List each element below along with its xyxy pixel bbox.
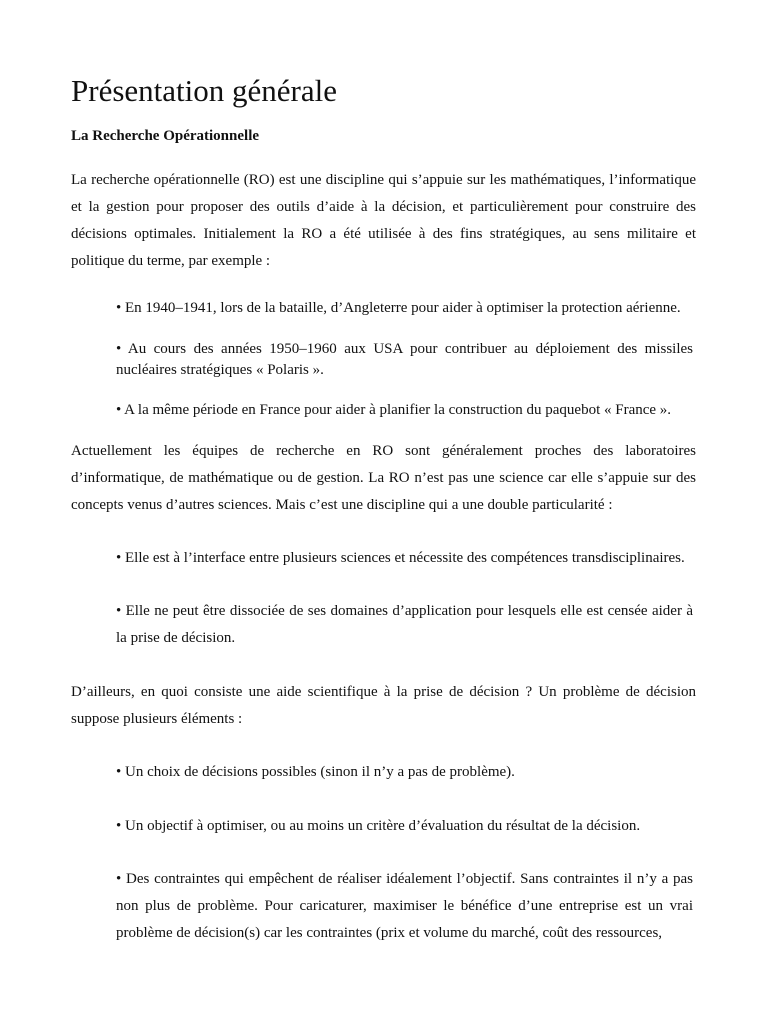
example-item: • A la même période en France pour aider à planifier la construction du paquebot « France ». <box>116 402 672 418</box>
question-paragraph: D’ailleurs, en quoi consiste une aide scientifique à la prise de décision ? Un problème de décision suppose plusieurs éléments : <box>71 684 696 727</box>
example-item: • Au cours des années 1950–1960 aux USA pour contribuer au déploiement des missiles nucléaires stratégiques « Polaris ». <box>116 341 693 378</box>
particularity-item: • Elle ne peut être dissociée de ses domaines d’application pour lesquels elle est censée aider à la prise de décision. <box>116 603 693 646</box>
section-subtitle: La Recherche Opérationnelle <box>71 128 260 144</box>
intro-paragraph: La recherche opérationnelle (RO) est une discipline qui s’appuie sur les mathématiques, l’informatique et la gestion pour proposer des outils d’aide à la décision, et particulièrement pour construire des décisions optimales. Initialement la RO a été utilisée à des fins stratégiques, au sens militaire et politique du terme, par exemple : <box>71 172 696 269</box>
page-title: Présentation générale <box>71 73 337 108</box>
decision-element-item: • Un objectif à optimiser, ou au moins un critère d’évaluation du résultat de la décision. <box>116 818 641 834</box>
example-item: • En 1940–1941, lors de la bataille, d’Angleterre pour aider à optimiser la protection aérienne. <box>116 300 681 316</box>
decision-element-item: • Un choix de décisions possibles (sinon il n’y a pas de problème). <box>116 764 515 780</box>
particularity-item: • Elle est à l’interface entre plusieurs sciences et nécessite des compétences transdisciplinaires. <box>116 550 685 566</box>
context-paragraph: Actuellement les équipes de recherche en RO sont généralement proches des laboratoires d’informatique, de mathématique ou de gestion. La RO n’est pas une science car elle s’appuie sur des concepts venus d’autres sciences. Mais c’est une discipline qui a une double particularité : <box>71 443 696 513</box>
decision-element-item: • Des contraintes qui empêchent de réaliser idéalement l’objectif. Sans contraintes il n’y a pas non plus de problème. Pour caricaturer, maximiser le bénéfice d’une entreprise est un vrai problème de décision(s) car les contraintes (prix et volume du marché, coût des ressources, <box>116 871 693 941</box>
